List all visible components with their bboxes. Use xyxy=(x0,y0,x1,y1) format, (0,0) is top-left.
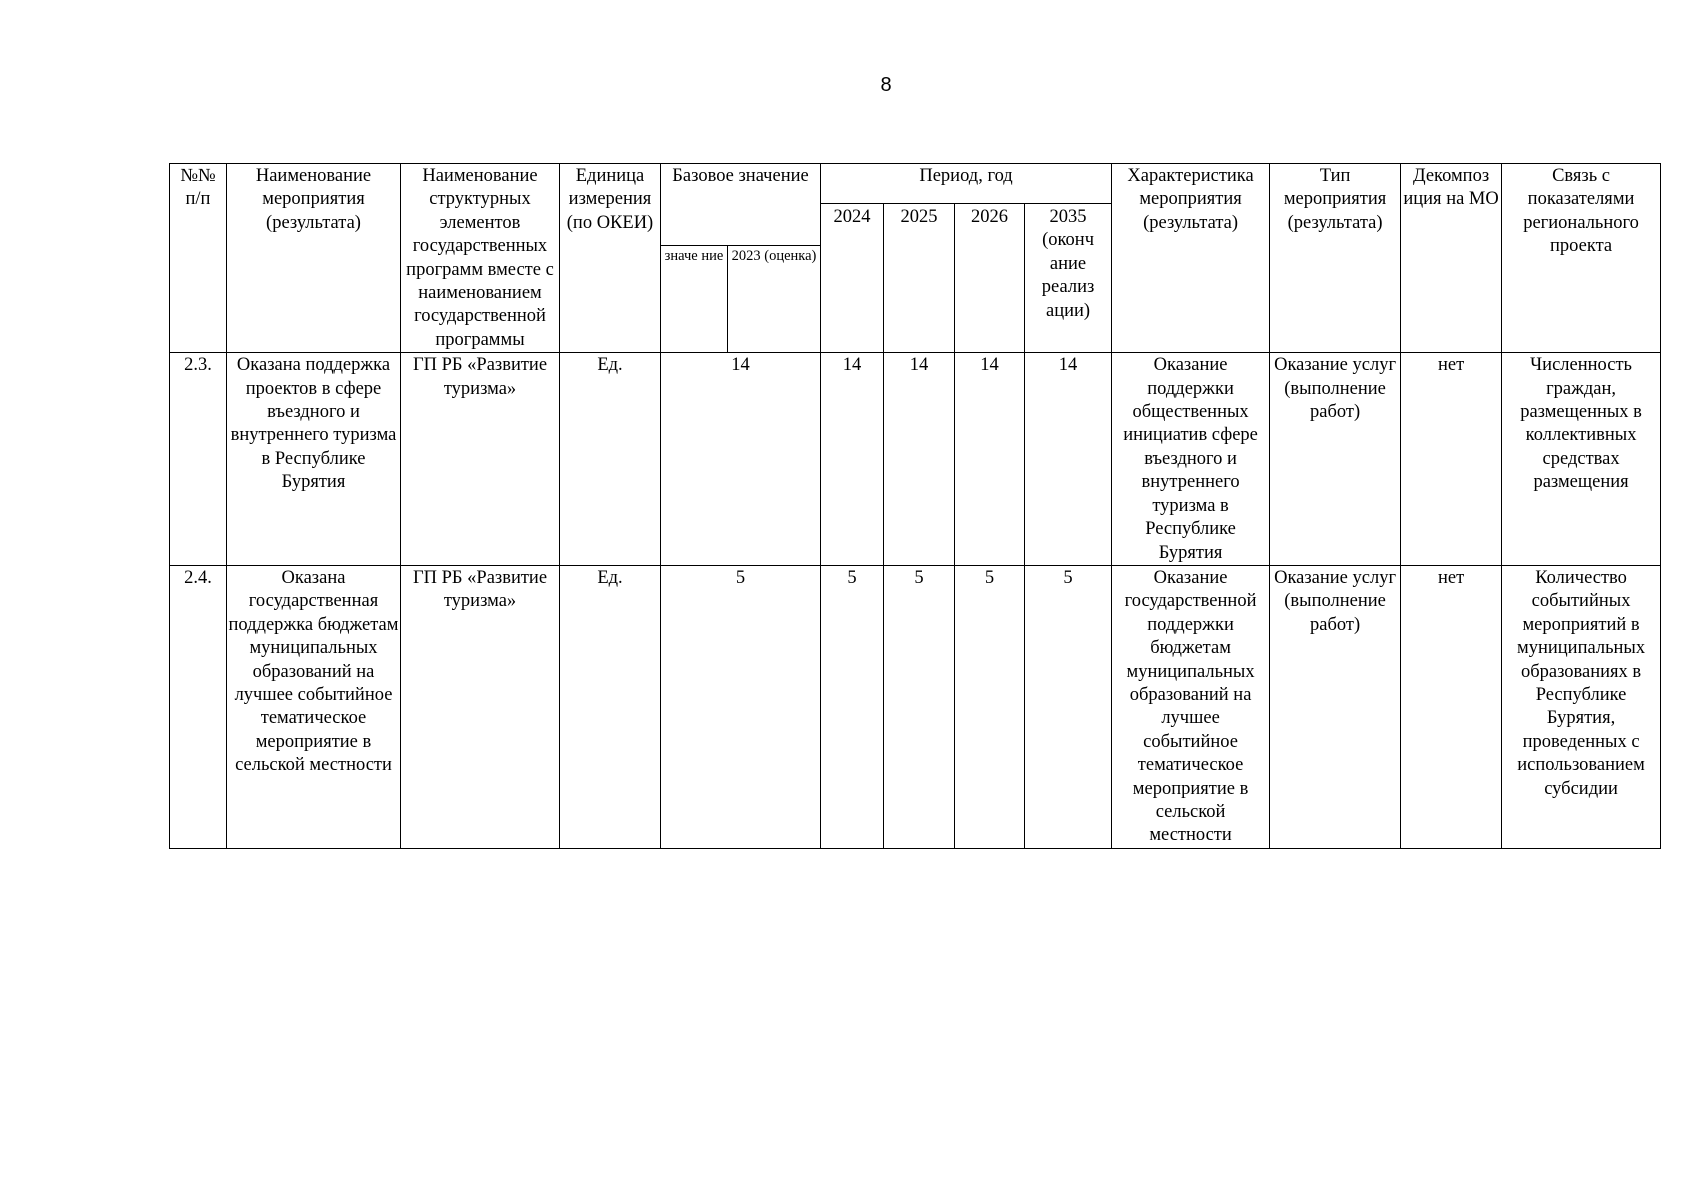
cell-name: Оказана поддержка проектов в сфере въездного и внутреннего туризма в Республике Бурятия xyxy=(227,353,401,566)
header-year-2024: 2024 xyxy=(821,204,884,353)
cell-num: 2.4. xyxy=(170,565,227,848)
cell-name: Оказана государственная поддержка бюджетам муниципальных образований на лучшее событийное тематическое мероприятие в сельской местности xyxy=(227,565,401,848)
cell-2024: 5 xyxy=(821,565,884,848)
cell-link: Количество событийных мероприятий в муниципальных образованиях в Республике Бурятия, проведенных с использованием субсидии xyxy=(1502,565,1661,848)
header-year-2025: 2025 xyxy=(884,204,955,353)
cell-base: 5 xyxy=(661,565,821,848)
header-base: Базовое значение xyxy=(661,164,821,246)
cell-unit: Ед. xyxy=(560,565,661,848)
cell-2025: 5 xyxy=(884,565,955,848)
cell-characteristic: Оказание государственной поддержки бюджетам муниципальных образований на лучшее событийное тематическое мероприятие в сельской местности xyxy=(1112,565,1270,848)
cell-unit: Ед. xyxy=(560,353,661,566)
cell-structural: ГП РБ «Развитие туризма» xyxy=(401,565,560,848)
cell-structural: ГП РБ «Развитие туризма» xyxy=(401,353,560,566)
header-num: №№ п/п xyxy=(170,164,227,353)
table-row xyxy=(170,565,1661,848)
header-decomposition: Декомпоз иция на МО xyxy=(1401,164,1502,353)
header-base-year: 2023 (оценка) xyxy=(728,246,821,353)
header-structural: Наименование структурных элементов государственных программ вместе с наименованием государственной программы xyxy=(401,164,560,353)
cell-characteristic: Оказание поддержки общественных инициатив сфере въездного и внутреннего туризма в Республике Бурятия xyxy=(1112,353,1270,566)
cell-type: Оказание услуг (выполнение работ) xyxy=(1270,353,1401,566)
header-year-2026: 2026 xyxy=(955,204,1025,353)
header-link: Связь с показателями регионального проекта xyxy=(1502,164,1661,353)
cell-2026: 14 xyxy=(955,353,1025,566)
cell-base: 14 xyxy=(661,353,821,566)
cell-num: 2.3. xyxy=(170,353,227,566)
header-unit: Единица измерения (по ОКЕИ) xyxy=(560,164,661,353)
header-name: Наименование мероприятия (результата) xyxy=(227,164,401,353)
table-row xyxy=(170,353,1661,566)
page-number: 8 xyxy=(880,74,892,96)
header-type: Тип мероприятия (результата) xyxy=(1270,164,1401,353)
cell-2025: 14 xyxy=(884,353,955,566)
cell-2035: 5 xyxy=(1025,565,1112,848)
header-base-value: значе ние xyxy=(661,246,728,353)
cell-decomposition: нет xyxy=(1401,353,1502,566)
cell-2024: 14 xyxy=(821,353,884,566)
cell-link: Численность граждан, размещенных в коллективных средствах размещения xyxy=(1502,353,1661,566)
header-year-2035: 2035 (оконч ание реализ ации) xyxy=(1025,204,1112,353)
cell-type: Оказание услуг (выполнение работ) xyxy=(1270,565,1401,848)
header-characteristic: Характеристика мероприятия (результата) xyxy=(1112,164,1270,353)
cell-2026: 5 xyxy=(955,565,1025,848)
header-period: Период, год xyxy=(821,164,1112,204)
header-row xyxy=(170,164,1661,204)
cell-decomposition: нет xyxy=(1401,565,1502,848)
activities-table xyxy=(169,163,1661,849)
cell-2035: 14 xyxy=(1025,353,1112,566)
